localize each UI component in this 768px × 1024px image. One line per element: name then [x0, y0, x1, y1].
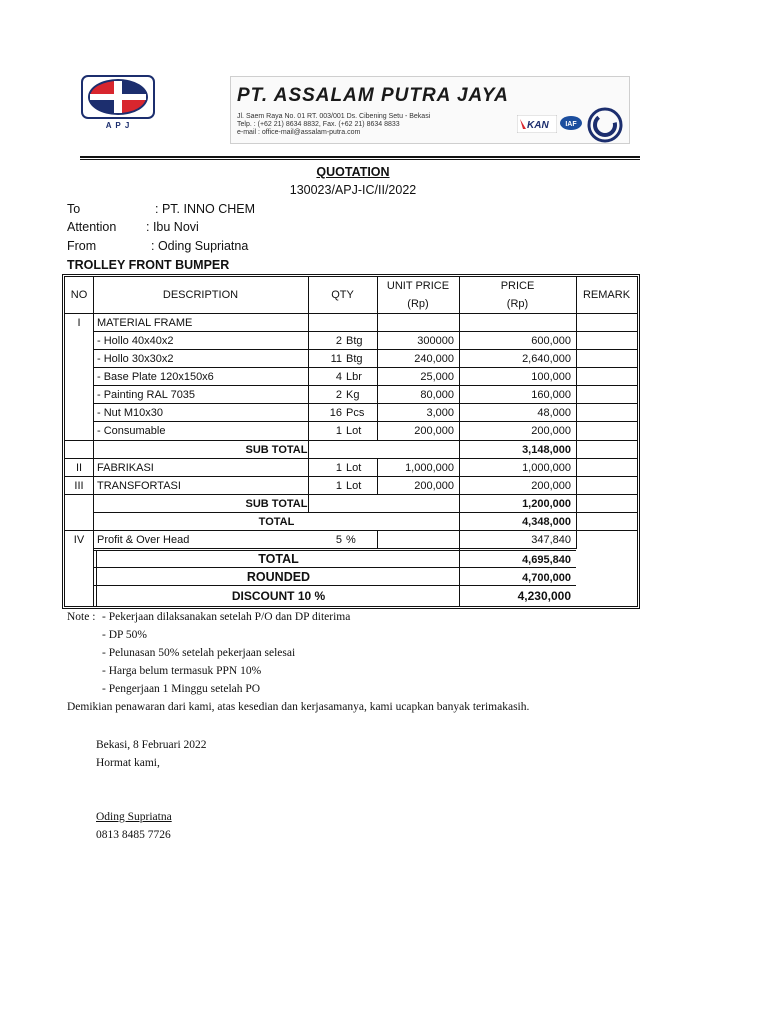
- header-divider: [80, 156, 640, 158]
- attention-value: : Ibu Novi: [146, 220, 199, 234]
- row-price: 600,000: [531, 335, 571, 347]
- row-description: - Consumable: [97, 425, 166, 437]
- company-logo: [80, 74, 156, 130]
- subtotal-label: SUB TOTAL: [245, 498, 308, 510]
- iaf-certification-icon: [559, 115, 583, 131]
- signatory-phone: 0813 8485 7726: [96, 829, 171, 841]
- row-unit: Btg: [346, 335, 363, 347]
- from-line: [67, 239, 248, 253]
- header-description: DESCRIPTION: [162, 289, 239, 301]
- row-price: 200,000: [531, 480, 571, 492]
- row-unit-price: 200,000: [414, 480, 454, 492]
- attention-line: [67, 220, 199, 234]
- header-no: NO: [70, 289, 88, 301]
- company-address: Jl. Saem Raya No. 01 RT. 003/001 Ds. Cibening Setu - Bekasi: [237, 113, 431, 120]
- row-qty: 2: [335, 389, 342, 401]
- from-value: : Oding Supriatna: [151, 239, 249, 253]
- header-qty: QTY: [331, 289, 354, 301]
- note-line: - Pelunasan 50% setelah pekerjaan selesai: [102, 647, 296, 659]
- row-qty: 1: [335, 462, 342, 474]
- row-price: 2,640,000: [522, 353, 571, 365]
- row-number: II: [75, 462, 83, 474]
- row-unit-price: 25,000: [420, 371, 454, 383]
- row-unit: Lbr: [346, 371, 362, 383]
- kan-label: KAN: [527, 120, 549, 131]
- header-divider-thin: [80, 159, 640, 160]
- from-label: From: [67, 239, 97, 253]
- row-number: I: [77, 317, 81, 329]
- header-unit-price-currency: (Rp): [407, 298, 429, 310]
- kan-certification-icon: [517, 115, 557, 133]
- row-description: - Nut M10x30: [97, 407, 164, 419]
- regards: Hormat kami,: [96, 757, 160, 769]
- letterhead-banner: [230, 76, 630, 144]
- row-unit-price: 240,000: [414, 353, 454, 365]
- row-number: IV: [73, 534, 85, 546]
- row-qty: 1: [335, 425, 342, 437]
- rounded-label: ROUNDED: [246, 570, 311, 584]
- total-value: 4,348,000: [522, 516, 571, 528]
- row-qty: 1: [335, 480, 342, 492]
- row-unit: Pcs: [346, 407, 365, 419]
- attention-label: Attention: [67, 220, 117, 234]
- note-label: Note :: [67, 611, 96, 623]
- row-price: 347,840: [531, 534, 571, 546]
- row-description: - Hollo 40x40x2: [97, 335, 174, 347]
- row-qty: 16: [329, 407, 342, 419]
- header-price: PRICE: [500, 280, 535, 292]
- row-price: 160,000: [531, 389, 571, 401]
- grand-total-value: 4,695,840: [522, 554, 571, 566]
- to-line: [67, 202, 255, 216]
- row-description: MATERIAL FRAME: [97, 317, 193, 329]
- row-price: 100,000: [531, 371, 571, 383]
- project-title: TROLLEY FRONT BUMPER: [67, 258, 230, 272]
- note-line: - Pekerjaan dilaksanakan setelah P/O dan DP diterima: [102, 611, 351, 623]
- to-value: : PT. INNO CHEM: [155, 202, 256, 216]
- row-qty: 4: [335, 371, 342, 383]
- row-price: 48,000: [537, 407, 571, 419]
- row-unit: Kg: [346, 389, 360, 401]
- row-unit-price: 3,000: [426, 407, 454, 419]
- row-number: III: [74, 480, 84, 492]
- row-unit: Lot: [346, 480, 362, 492]
- row-unit-price: 300000: [417, 335, 454, 347]
- apj-logo-icon: [80, 74, 156, 120]
- header-remark: REMARK: [582, 289, 631, 301]
- row-description: - Painting RAL 7035: [97, 389, 196, 401]
- row-unit-price: 200,000: [414, 425, 454, 437]
- note-line: - DP 50%: [102, 629, 147, 641]
- total-label: TOTAL: [258, 516, 295, 528]
- row-unit: %: [346, 534, 356, 546]
- row-description: TRANSFORTASI: [97, 480, 181, 492]
- row-description: - Base Plate 120x150x6: [97, 371, 214, 383]
- iaf-label: IAF: [565, 121, 577, 128]
- row-description: Profit & Over Head: [97, 534, 190, 546]
- row-qty: 11: [330, 353, 342, 365]
- signatory-name: Oding Supriatna: [96, 811, 172, 823]
- subtotal-value: 1,200,000: [522, 498, 571, 510]
- company-phone: Telp. : (+62 21) 8634 8832, Fax. (+62 21) 8634 8833: [237, 121, 400, 128]
- row-description: - Hollo 30x30x2: [97, 353, 174, 365]
- rounded-value: 4,700,000: [522, 572, 571, 584]
- row-unit: Lot: [346, 425, 362, 437]
- note-line: - Pengerjaan 1 Minggu setelah PO: [102, 683, 261, 695]
- place-date: Bekasi, 8 Februari 2022: [96, 739, 207, 751]
- row-description: FABRIKASI: [97, 462, 154, 474]
- subtotal-label: SUB TOTAL: [245, 444, 308, 456]
- grand-total-label: TOTAL: [258, 552, 299, 566]
- logo-text: A P J: [105, 121, 131, 130]
- row-qty: 2: [335, 335, 342, 347]
- row-unit: Lot: [346, 462, 362, 474]
- company-name: PT. ASSALAM PUTRA JAYA: [237, 85, 509, 106]
- quotation-title: QUOTATION: [316, 165, 390, 179]
- company-email: e-mail : office-mail@assalam-putra.com: [237, 129, 361, 136]
- closing-statement: Demikian penawaran dari kami, atas kesedian dan kerjasamanya, kami ucapkan banyak terimakasih.: [67, 701, 530, 713]
- row-price: 1,000,000: [522, 462, 571, 474]
- quotation-number: 130023/APJ-IC/II/2022: [289, 183, 417, 197]
- row-unit-price: 1,000,000: [405, 462, 454, 474]
- to-label: To: [67, 202, 81, 216]
- header-unit-price: UNIT PRICE: [386, 280, 450, 292]
- certification-seal-icon: [587, 107, 623, 143]
- note-line: - Harga belum termasuk PPN 10%: [102, 665, 262, 677]
- quotation-table: [62, 274, 640, 609]
- subtotal-value: 3,148,000: [522, 444, 571, 456]
- row-unit-price: 80,000: [420, 389, 454, 401]
- discount-label: DISCOUNT 10 %: [231, 589, 326, 603]
- discount-value: 4,230,000: [517, 589, 571, 603]
- header-price-currency: (Rp): [506, 298, 529, 310]
- row-unit: Btg: [346, 353, 363, 365]
- row-price: 200,000: [531, 425, 571, 437]
- row-qty: 5: [335, 534, 342, 546]
